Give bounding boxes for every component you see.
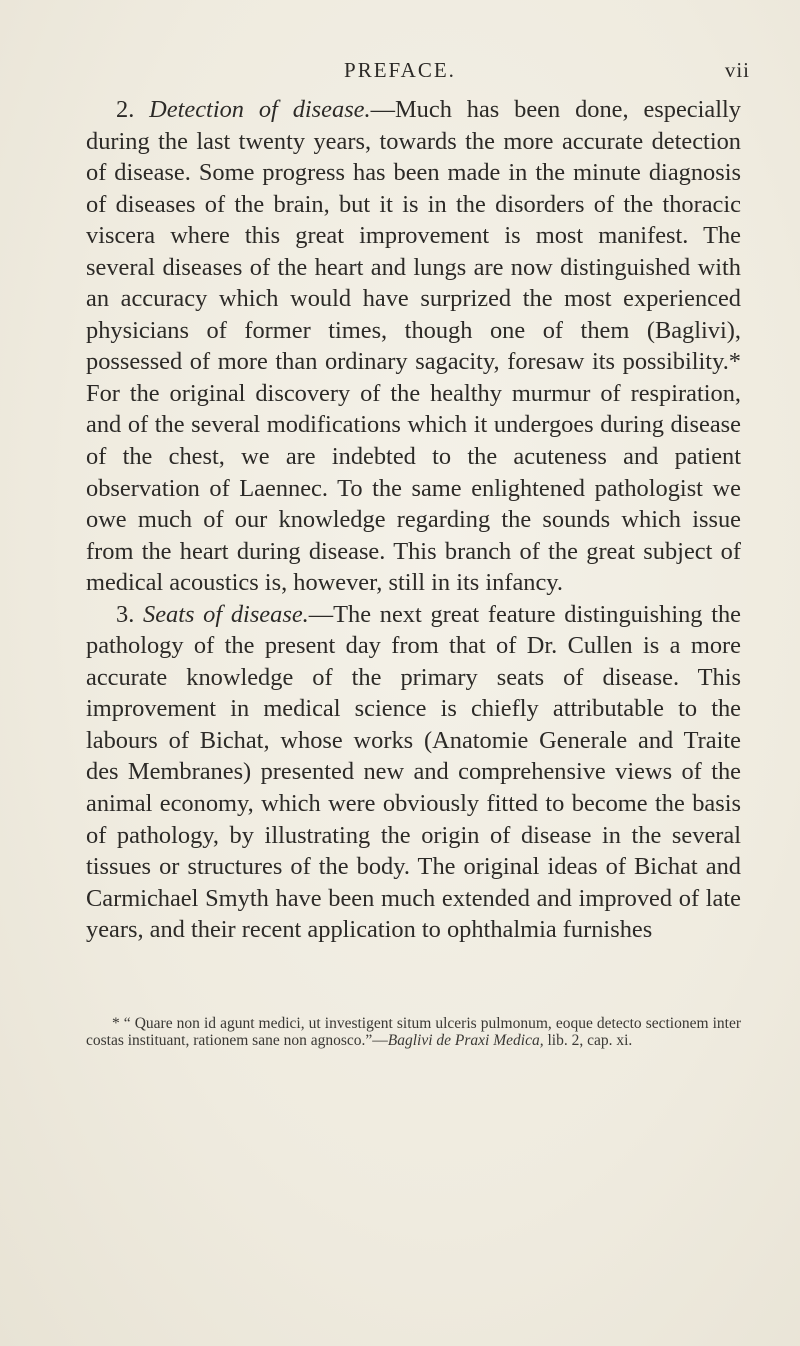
page-number: vii <box>724 58 750 82</box>
paragraph-detection-of-disease <box>86 94 741 599</box>
running-head: PREFACE. <box>344 58 456 82</box>
footnote-text: “ Quare non id agunt medici, ut investigent situm ulceris pulmonum, eoque detecto sectionem inter costas instituant, rationem sane non agnosco.”— <box>86 1015 741 1049</box>
page-header <box>0 58 800 88</box>
paragraph-seats-of-disease <box>86 599 741 946</box>
paragraph-text: For the original discovery of the healthy murmur of respiration, and of the several modifications which it undergoes during disease of the chest, we are indebted to the acuteness and patient observation of Laennec. To the same enlightened pathologist we owe much of our knowledge regarding the sounds which issue from the heart during disease. This branch of the great subject of medical acoustics is, however, still in its infancy. <box>86 379 741 597</box>
body-text <box>86 94 741 946</box>
footnote-locator: lib. 2, cap. xi. <box>543 1031 633 1049</box>
footnote-source: Baglivi de Praxi Medica, <box>387 1031 544 1049</box>
paragraph-text: Much has been done, especially during the last twenty years, towards the more accurate detection of disease. Some progress has been made in the minute diagnosis of diseases of the brain, but it is in the disorders of the thoracic viscera where this great improvement is most manifest. The several diseases of the heart and lungs are now distinguished with an accuracy which would have surprized the most experienced physicians of former times, though one of them (Baglivi), possessed of more than ordinary sagacity, foresaw its possibility. <box>86 96 741 376</box>
section-heading: Detection of disease. <box>149 96 371 123</box>
heading-dash: — <box>308 600 334 628</box>
section-number: 3. <box>116 600 135 628</box>
footnote-marker: * <box>112 1015 120 1032</box>
section-number: 2. <box>116 96 135 123</box>
heading-dash: — <box>370 96 395 123</box>
paragraph-text: The next great feature distinguishing the pathology of the present day from that of Dr. Cullen is a more accurate knowledge of the primary seats of disease. This improvement in medical science is chiefly attributable to the labours of Bichat, whose works (Anatomie Generale and Traite des Membranes) presented new and comprehensive views of the animal economy, which were obviously fitted to become the basis of pathology, by illustrating the origin of disease in the several tissues or structures of the body. The original ideas of Bichat and Carmichael Smyth have been much extended and improved of late years, and their recent application to ophthalmia furnishes <box>86 600 741 944</box>
footnote <box>86 1016 741 1049</box>
section-heading: Seats of disease. <box>143 600 309 628</box>
footnote-reference: * <box>728 348 741 376</box>
